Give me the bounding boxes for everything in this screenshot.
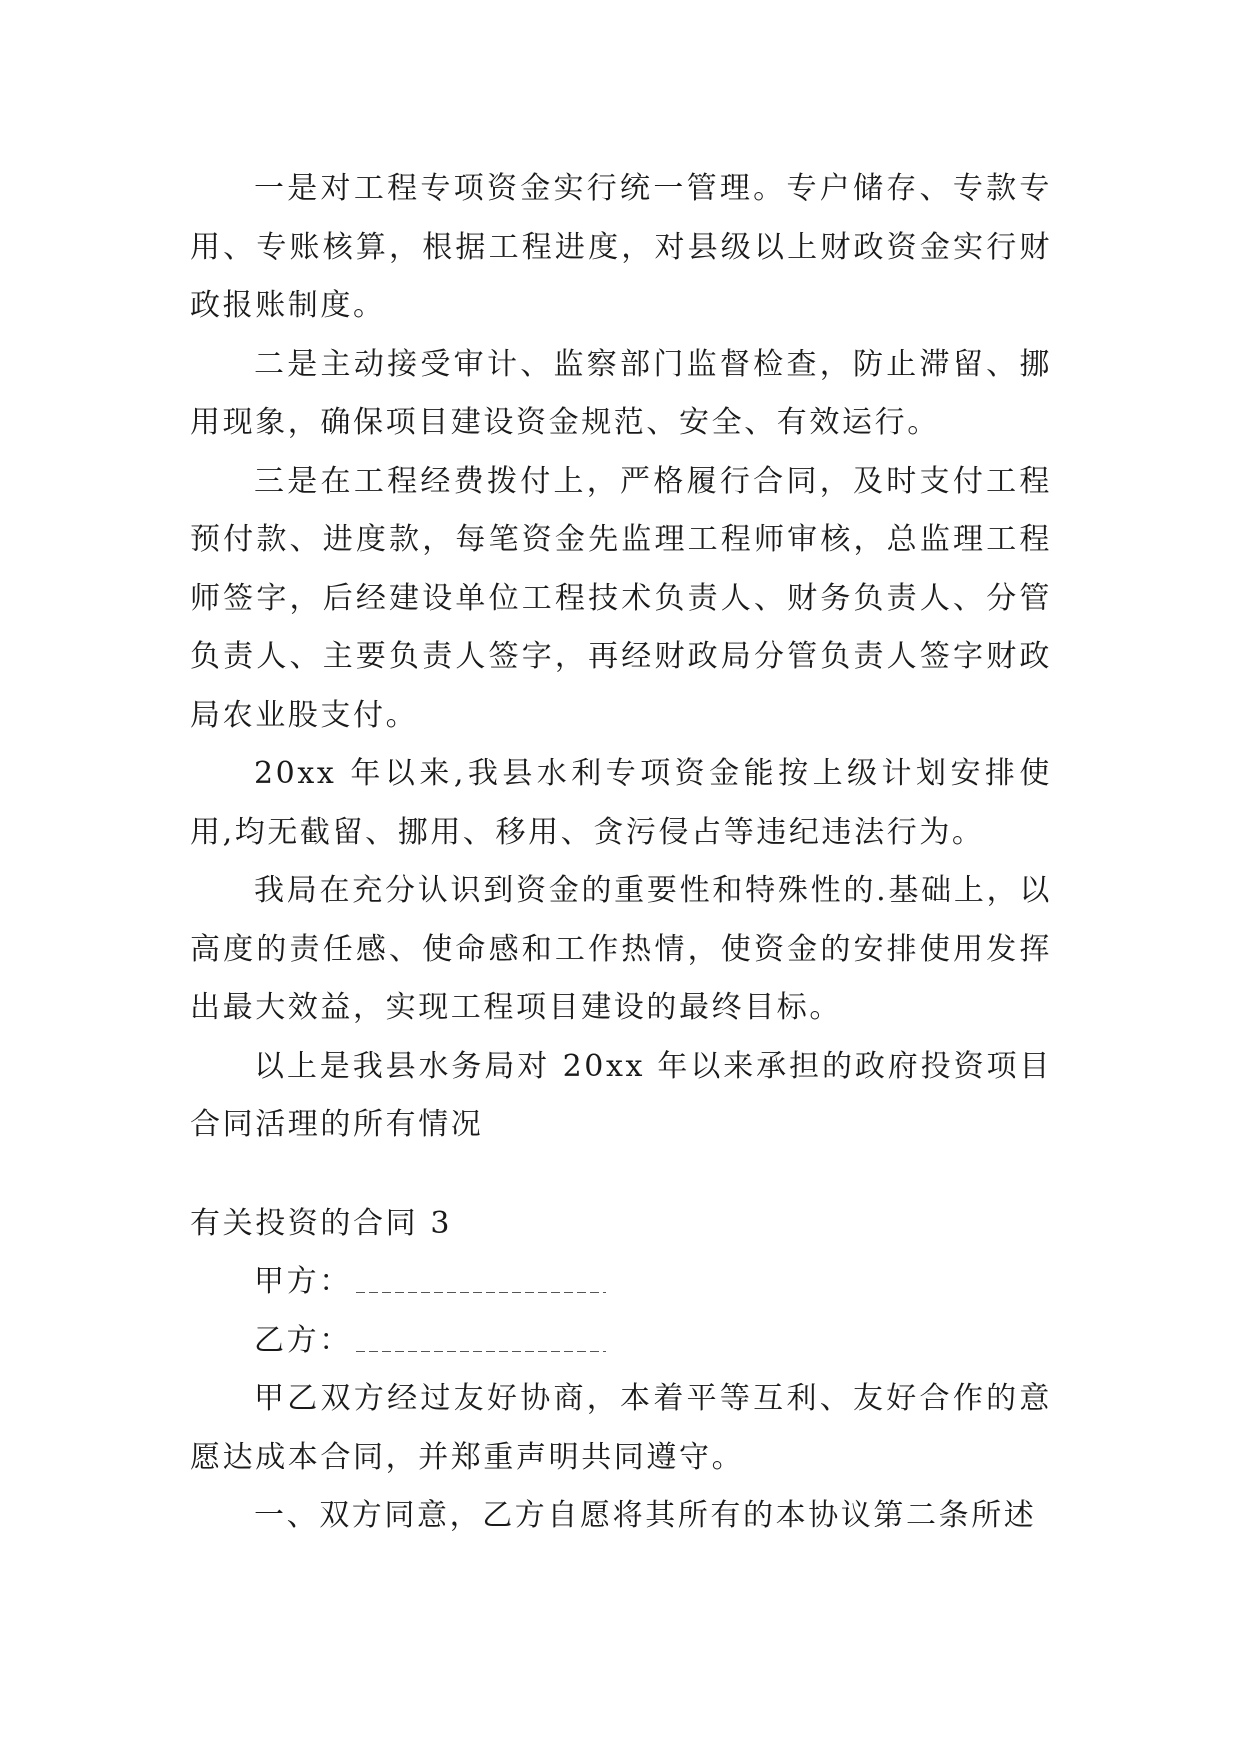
party-b-label: 乙方： xyxy=(254,1322,352,1358)
party-b-blank xyxy=(356,1328,606,1352)
paragraph: 二是主动接受审计、监察部门监督检查，防止滞留、挪用现象，确保项目建设资金规范、安全、有效运行。 xyxy=(190,346,1052,440)
paragraph: 甲乙双方经过友好协商，本着平等互利、友好合作的意愿达成本合同，并郑重声明共同遵守。 xyxy=(190,1381,1052,1475)
section-title: 有关投资的合同 3 xyxy=(190,1205,453,1241)
paragraph: 一是对工程专项资金实行统一管理。专户储存、专款专用、专账核算，根据工程进度，对县级以上财政资金实行财政报账制度。 xyxy=(190,171,1052,323)
paragraph: 以上是我县水务局对 20xx 年以来承担的政府投资项目合同活理的所有情况 xyxy=(190,1048,1052,1142)
paragraph: 一、双方同意，乙方自愿将其所有的本协议第二条所述 xyxy=(254,1498,1037,1533)
paragraph: 20xx 年以来,我县水利专项资金能按上级计划安排使用,均无截留、挪用、移用、贪污侵占等违纪违法行为。 xyxy=(190,756,1052,850)
party-b-line xyxy=(190,1312,1052,1371)
party-a-label: 甲方： xyxy=(254,1264,352,1299)
paragraph: 我局在充分认识到资金的重要性和特殊性的.基础上，以高度的责任感、使命感和工作热情，使资金的安排使用发挥出最大效益，实现工程项目建设的最终目标。 xyxy=(190,873,1052,1025)
document-page xyxy=(190,160,1052,1546)
party-a-line xyxy=(190,1253,1052,1312)
paragraph: 三是在工程经费拨付上，严格履行合同，及时支付工程预付款、进度款，每笔资金先监理工程师审核，总监理工程师签字，后经建设单位工程技术负责人、财务负责人、分管负责人、主要负责人签字，再经财政局分管负责人签字财政局农业股支付。 xyxy=(190,463,1052,733)
party-a-blank xyxy=(356,1269,606,1293)
